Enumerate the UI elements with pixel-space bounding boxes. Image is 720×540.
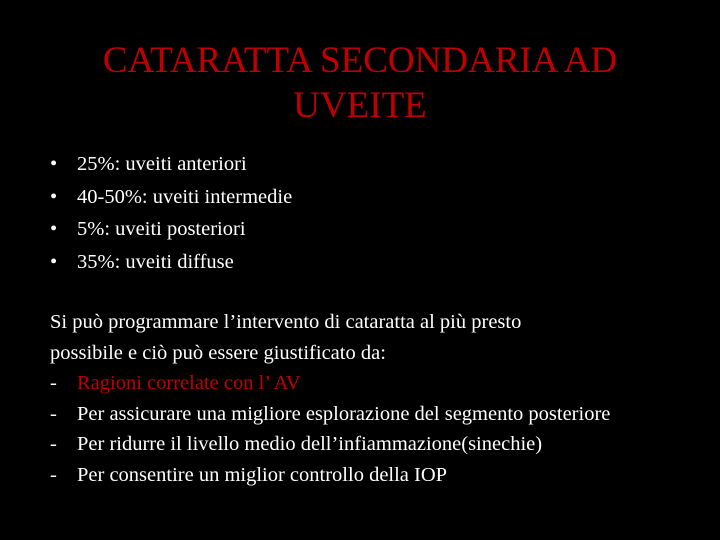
slide-title-line-1: CATARATTA SECONDARIA AD [102, 40, 618, 81]
bullet-item [50, 213, 292, 246]
incidence-bullet-list [50, 148, 292, 278]
reason-text: Ragioni correlate con l’ AV [77, 372, 301, 394]
reason-text: Per ridurre il livello medio dell’infiammazione(sinechie) [77, 433, 543, 455]
intro-paragraph-line-2: possibile e ciò può essere giustificato da: [50, 341, 386, 364]
bullet-text: 35%: uveiti diffuse [77, 250, 234, 273]
reason-item [50, 368, 690, 399]
bullet-marker: • [50, 185, 58, 208]
bullet-item [50, 148, 292, 181]
bullet-text: 5%: uveiti posteriori [77, 218, 246, 240]
bullet-marker: • [50, 153, 58, 175]
reasons-list [50, 368, 690, 490]
reason-item [50, 460, 690, 491]
intro-paragraph-line-1: Si può programmare l’intervento di cataratta al più presto [50, 311, 522, 333]
bullet-item [50, 246, 292, 279]
dash-marker: - [50, 402, 57, 425]
bullet-item [50, 181, 292, 214]
bullet-marker: • [50, 218, 58, 240]
dash-marker: - [50, 463, 57, 486]
bullet-text: 25%: uveiti anteriori [77, 153, 247, 175]
reason-text: Per assicurare una migliore esplorazione del segmento posteriore [77, 402, 611, 425]
reason-text: Per consentire un miglior controllo della IOP [77, 463, 448, 486]
dash-marker: - [50, 372, 57, 394]
intro-paragraph [50, 307, 690, 368]
slide-title-line-2: UVEITE [293, 85, 427, 126]
dash-marker: - [50, 433, 57, 455]
bullet-text: 40-50%: uveiti intermedie [77, 185, 293, 208]
reason-item [50, 429, 690, 460]
slide-title [40, 38, 680, 128]
bullet-marker: • [50, 250, 58, 273]
reason-item [50, 399, 690, 430]
